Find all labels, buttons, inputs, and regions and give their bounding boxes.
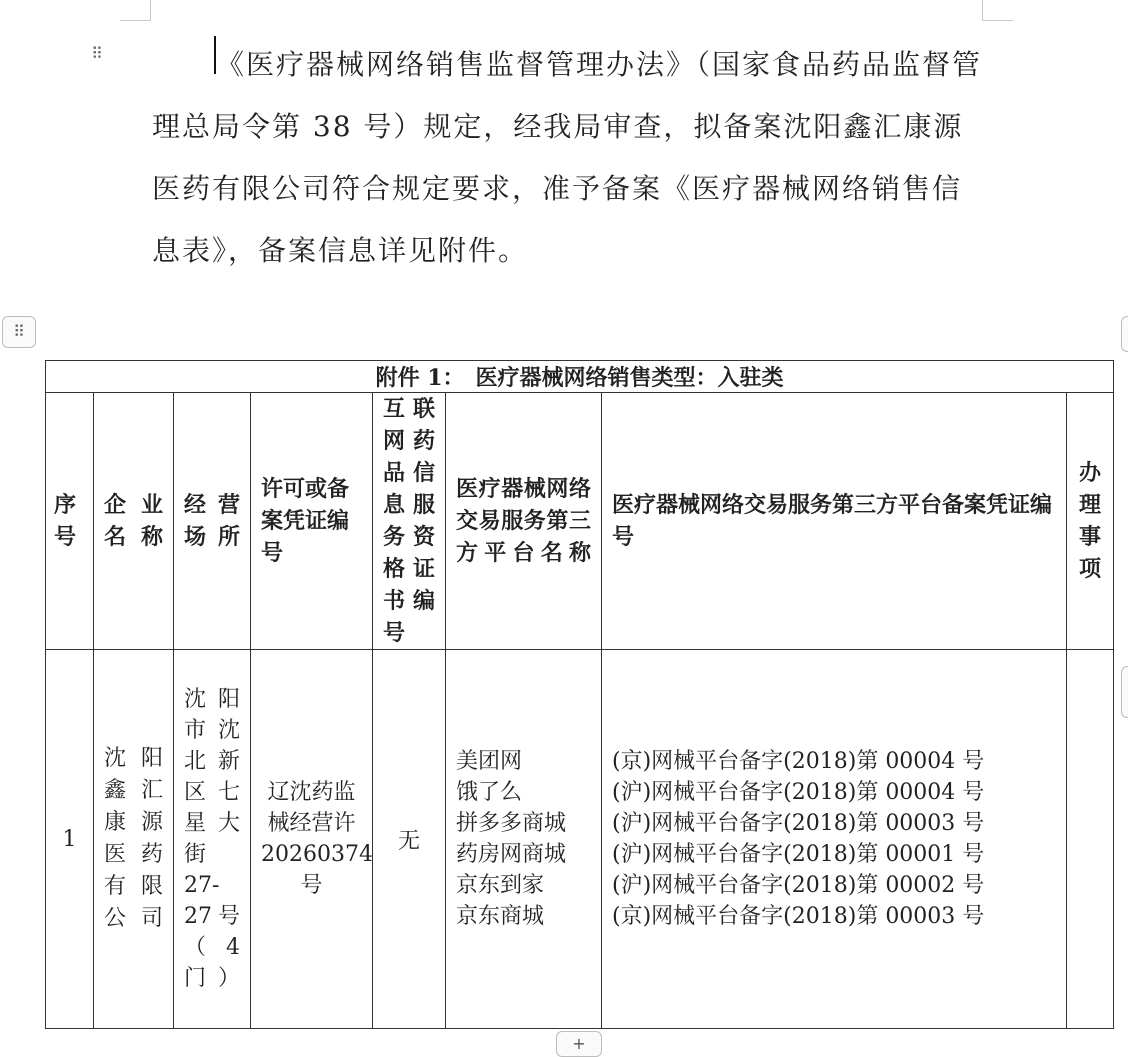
cell-license[interactable]: 辽沈药监械经营许20260374号 xyxy=(251,650,373,1029)
platform-name: 拼多多商城 xyxy=(456,811,567,836)
table-edge-handle-middle[interactable] xyxy=(1121,666,1128,718)
platform-record-number: (沪)网械平台备字(2018)第 00001 号 xyxy=(612,842,985,867)
header-platform-record: 医疗器械网络交易服务第三方平台备案凭证编号 xyxy=(602,393,1067,650)
platform-name: 京东商城 xyxy=(456,904,545,929)
paragraph-drag-handle-icon[interactable]: ⠿ xyxy=(91,44,103,63)
cell-platform-records[interactable] xyxy=(602,650,1067,1029)
platform-record-number: (沪)网械平台备字(2018)第 00003 号 xyxy=(612,811,985,836)
platform-record-number: (京)网械平台备字(2018)第 00004 号 xyxy=(612,749,985,774)
page-margin-corner-top-right xyxy=(982,0,1013,21)
cell-address[interactable]: 沈阳市沈北新区七星大街27-27号（4门） xyxy=(174,650,251,1029)
platform-record-number: (沪)网械平台备字(2018)第 00004 号 xyxy=(612,780,985,805)
header-matter: 办理事项 xyxy=(1067,393,1114,650)
sales-info-table[interactable] xyxy=(45,360,1114,1029)
header-internet-cert: 互联网药品信息服务资格证书编号 xyxy=(373,393,446,650)
table-edge-handle-top[interactable] xyxy=(1121,316,1128,352)
platform-name: 饿了么 xyxy=(456,780,523,805)
platform-record-number: (京)网械平台备字(2018)第 00003 号 xyxy=(612,904,985,929)
header-company: 企业名称 xyxy=(94,393,174,650)
add-row-button[interactable]: + xyxy=(556,1031,602,1057)
platform-name: 京东到家 xyxy=(456,873,545,898)
table-caption: 附件 1： 医疗器械网络销售类型：入驻类 xyxy=(46,361,1114,393)
platform-name: 药房网商城 xyxy=(456,842,567,867)
page-margin-corner-top-left xyxy=(120,0,151,21)
header-seq: 序号 xyxy=(46,393,94,650)
header-license: 许可或备案凭证编号 xyxy=(251,393,373,650)
cell-company[interactable]: 沈阳鑫汇康源医药有限公司 xyxy=(94,650,174,1029)
header-platform: 医疗器械网络交易服务第三方平台名称 xyxy=(446,393,602,650)
table-drag-handle-icon[interactable]: ⠿ xyxy=(2,316,36,348)
cell-platforms[interactable] xyxy=(446,650,602,1029)
header-address: 经营场所 xyxy=(174,393,251,650)
cell-matter[interactable] xyxy=(1067,650,1114,1029)
cell-internet-cert[interactable]: 无 xyxy=(373,650,446,1029)
platform-name: 美团网 xyxy=(456,749,523,774)
platform-record-number: (沪)网械平台备字(2018)第 00002 号 xyxy=(612,873,985,898)
cell-seq[interactable]: 1 xyxy=(46,650,94,1029)
body-paragraph[interactable]: 《医疗器械网络销售监督管理办法》（国家食品药品监督管理总局令第 38 号）规定，经我局审查，拟备案沈阳鑫汇康源医药有限公司符合规定要求，准予备案《医疗器械网络销售信息表》，备案信息详见附件。 xyxy=(152,48,983,267)
